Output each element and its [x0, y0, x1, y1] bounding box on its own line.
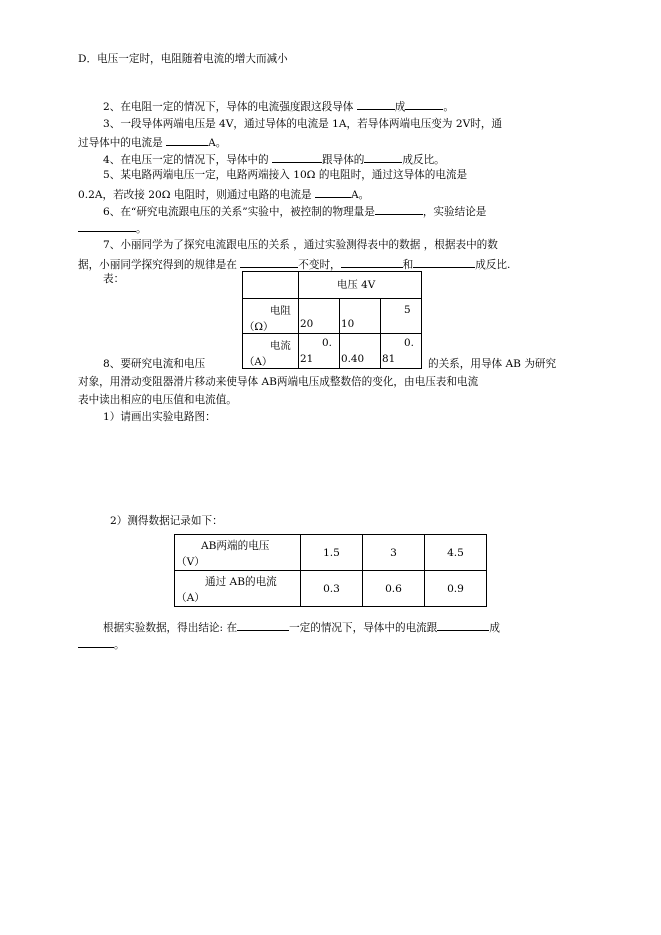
- q6-blank-1[interactable]: [375, 203, 423, 215]
- conclusion-blank-2[interactable]: [437, 619, 489, 631]
- table2-current-cell-1: [301, 571, 363, 607]
- q8-part-2-text: 2）测得数据记录如下：: [110, 515, 223, 527]
- q4-text-3: 成反比。: [402, 154, 445, 166]
- table2-voltage-unit: （V）: [176, 556, 205, 568]
- q4-text-2: 跟导体的: [322, 154, 365, 166]
- q8-text-3: 对象，用滑动变阻器滑片移动来使导体 AB两端电压成整数倍的变化，由电压表和电流: [78, 376, 479, 388]
- conclusion-line-2: [78, 636, 125, 652]
- q8-part-1-text: 1）请画出实验电路图：: [103, 411, 216, 423]
- table2-voltage-cell-1: [301, 535, 363, 571]
- table2-current-value-1: 0.3: [323, 582, 340, 595]
- table2-current-label: 通过 AB的电流: [205, 576, 277, 588]
- q6-text-3: 。: [136, 223, 147, 235]
- q5-text: 5、某电路两端电压一定，电路两端接入 10Ω 的电阻时，通过这导体的电流是: [103, 169, 468, 181]
- table2-current-value-2: 0.6: [385, 582, 402, 595]
- table1-header-cell: [299, 272, 422, 299]
- conclusion-text-3: 成: [489, 622, 500, 634]
- table1-resistance-label-cell: [243, 299, 299, 334]
- table1-current-label: 电流: [270, 340, 291, 352]
- table1-i-value-1a: 0.: [322, 337, 332, 349]
- table2-voltage-value-1: 1.5: [323, 546, 340, 559]
- q3-text-2: 过导体中的电流是: [78, 137, 167, 149]
- question-6-line-2: [78, 220, 147, 236]
- q5-text-3: A。: [350, 189, 370, 201]
- data-table-2: [174, 534, 487, 607]
- table2-voltage-value-2: 3: [390, 546, 397, 559]
- question-8-line-1b: [428, 357, 556, 371]
- conclusion-text: 根据实验数据，得出结论: 在: [103, 622, 238, 634]
- table1-i-cell-1: [299, 334, 340, 369]
- table2-current-cell-2: [363, 571, 425, 607]
- table1-r-cell-3: [381, 299, 422, 334]
- q4-blank-2[interactable]: [364, 151, 402, 163]
- table1-current-label-cell: [243, 334, 299, 369]
- q7-blank-2[interactable]: [341, 256, 403, 268]
- question-2: [103, 98, 454, 114]
- table1-r-value-3: 5: [404, 304, 411, 316]
- question-8-line-3: [78, 393, 237, 407]
- q7-blank-3[interactable]: [413, 256, 475, 268]
- question-5-line-2: [78, 186, 369, 202]
- q6-blank-2[interactable]: [78, 220, 136, 232]
- q6-text: 6、在“研究电流跟电压的关系”实验中，被控制的物理量是: [103, 206, 375, 218]
- conclusion-text-4: 。: [114, 639, 125, 651]
- table1-resistance-label: 电阻: [270, 305, 291, 317]
- q7-text-2: 据，小丽同学探究得到的规律是在: [78, 259, 241, 271]
- table1-i-value-3a: 0.: [404, 337, 414, 349]
- circuit-drawing-area[interactable]: [103, 430, 543, 510]
- data-table-1: [242, 271, 422, 369]
- conclusion-blank-3[interactable]: [78, 636, 114, 648]
- table1-i-cell-3: [381, 334, 422, 369]
- table1-i-value-3b: 81: [382, 353, 396, 365]
- q3-text-3: A。: [208, 137, 227, 149]
- q8-text-2: 的关系，用导体 AB 为研究: [428, 358, 557, 370]
- conclusion-blank-1[interactable]: [237, 619, 289, 631]
- table2-voltage-cell-3: [425, 535, 487, 571]
- q2-blank-1[interactable]: [357, 98, 395, 110]
- table1-r-cell-1: [299, 299, 340, 334]
- table2-current-cell-3: [425, 571, 487, 607]
- question-7-line-1: [103, 238, 498, 252]
- q8-text: 8、要研究电流和电压: [103, 358, 206, 370]
- table1-i-cell-2: [340, 334, 381, 369]
- table1-i-value-2: 0.40: [341, 353, 365, 365]
- q3-blank[interactable]: [166, 134, 208, 146]
- table2-voltage-label: AB两端的电压: [201, 540, 270, 552]
- q6-text-2: ，实验结论是: [422, 206, 487, 218]
- question-3-line-2: [78, 134, 226, 150]
- q5-text-2: 0.2A，若改接 20Ω 电阻时，则通过电路的电流是: [78, 189, 315, 201]
- q7-text-3: 不变时，: [298, 259, 341, 271]
- q7-text: 7、小丽同学为了探究电流跟电压的关系 ，通过实验测得表中的数据 ，根据表中的数: [103, 239, 498, 251]
- q8-text-4: 表中读出相应的电压值和电流值。: [78, 394, 237, 406]
- table-intro-text: 表：: [103, 273, 125, 285]
- table1-r-cell-2: [340, 299, 381, 334]
- table1-current-unit: （A）: [244, 356, 273, 368]
- q4-blank-1[interactable]: [272, 151, 322, 163]
- table1-r-value-2: 10: [341, 318, 355, 330]
- question-8-line-2: [78, 375, 478, 389]
- table2-voltage-cell-2: [363, 535, 425, 571]
- q3-text: 3、一段导体两端电压是 4V，通过导体的电流是 1A，若导体两端电压变为 2V时，通: [103, 118, 503, 130]
- option-d: [78, 52, 288, 66]
- q5-blank[interactable]: [315, 186, 351, 198]
- table2-current-value-3: 0.9: [447, 582, 464, 595]
- q7-text-4: 和: [402, 259, 414, 271]
- q2-text: 2、在电阻一定的情况下，导体的电流强度跟这段导体: [103, 101, 357, 113]
- question-4: [103, 151, 445, 167]
- question-3-line-1: [103, 117, 502, 131]
- q2-text-2: 成: [394, 101, 406, 113]
- question-8-part-2: [110, 514, 223, 528]
- option-d-text: D．电压一定时，电阻随着电流的增大而减小: [78, 53, 288, 65]
- table2-voltage-label-cell: [175, 535, 301, 571]
- question-5-line-1: [103, 168, 467, 182]
- table1-i-value-1b: 21: [300, 353, 314, 365]
- conclusion-text-2: 一定的情况下，导体中的电流跟: [289, 622, 438, 634]
- q7-text-5: 成反比.: [475, 259, 511, 271]
- table-intro: [103, 272, 124, 286]
- question-8-part-1: [103, 410, 216, 424]
- question-6-line-1: [103, 203, 486, 219]
- conclusion-line-1: [103, 619, 500, 635]
- table2-voltage-value-3: 4.5: [447, 546, 464, 559]
- q4-text: 4、在电压一定的情况下，导体中的: [103, 154, 273, 166]
- q2-text-3: 。: [443, 101, 454, 113]
- table1-corner: [243, 272, 299, 299]
- q2-blank-2[interactable]: [405, 98, 443, 110]
- table2-current-label-cell: [175, 571, 301, 607]
- table2-current-unit: （A）: [176, 592, 205, 604]
- question-8-line-1a: [103, 357, 205, 371]
- question-7-line-2: [78, 256, 510, 272]
- q7-blank-1[interactable]: [240, 256, 298, 268]
- table1-header: 电压 4V: [337, 279, 376, 291]
- table1-resistance-unit: （Ω）: [244, 321, 274, 333]
- table1-r-value-1: 20: [300, 318, 314, 330]
